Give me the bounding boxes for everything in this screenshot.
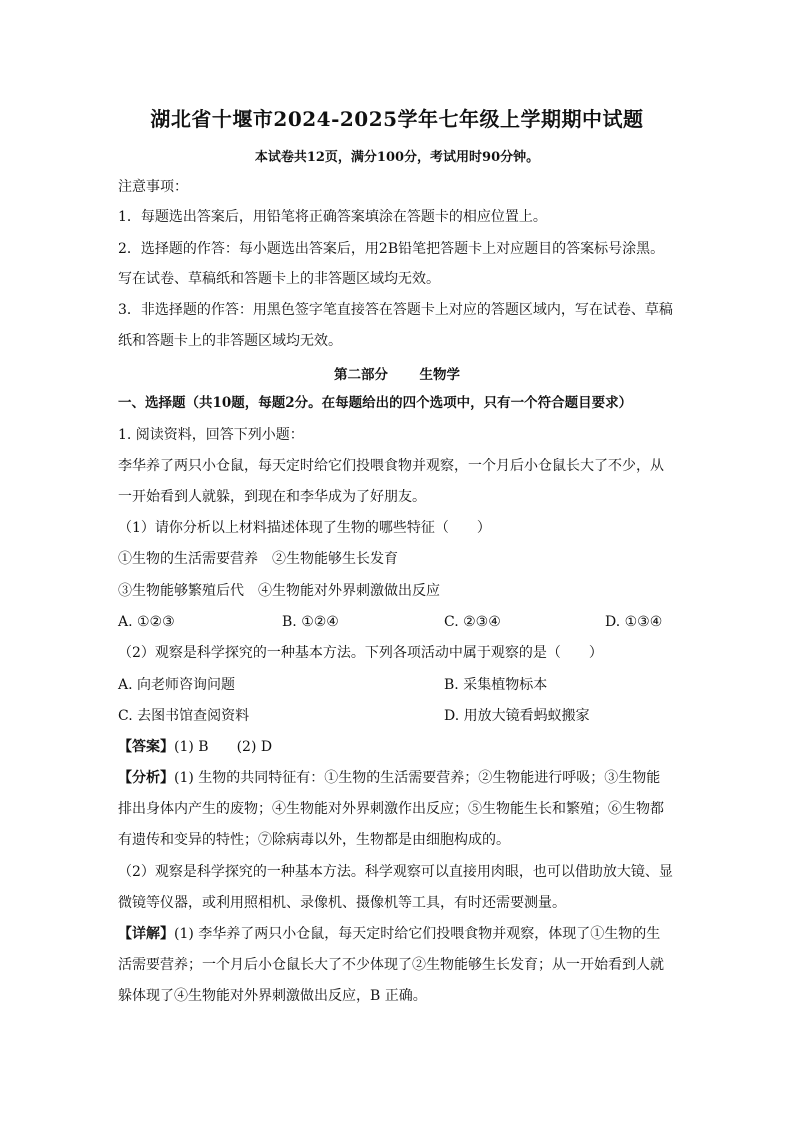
analysis2-line-2: 微镜等仪器，或利用照相机、录像机、摄像机等工具，有时还需要测量。 <box>118 895 566 911</box>
note-item-2: 2．选择题的作答：每小题选出答案后，用2B铅笔把答题卡上对应题目的答案标号涂黑。 <box>118 241 665 257</box>
note-item-2-cont: 写在试卷、草稿纸和答题卡上的非答题区域均无效。 <box>118 271 440 287</box>
analysis-line-3: 有遗传和变异的特性；⑦除病毒以外，生物都是由细胞构成的。 <box>118 832 510 848</box>
section-part: 第二部分 <box>334 367 389 383</box>
detail-tag: 【详解】 <box>118 926 174 942</box>
sub1-option-b: B. ①②④ <box>282 614 339 630</box>
sub2-option-a: A. 向老师咨询问题 <box>118 677 236 693</box>
note-item-3: 3．非选择题的作答：用黑色签字笔直接答在答题卡上对应的答题区域内，写在试卷、草稿 <box>118 302 673 318</box>
detail-text-1: (1) 李华养了两只小仓鼠，每天定时给它们投喂食物并观察，体现了①生物的生 <box>174 926 661 942</box>
analysis2-line-1: （2）观察是科学探究的一种基本方法。科学观察可以直接用肉眼，也可以借助放大镜、显 <box>118 864 673 880</box>
note-item-1: 1．每题选出答案后，用铅笔将正确答案填涂在答题卡的相应位置上。 <box>118 209 547 225</box>
detail-line-3: 躲体现了④生物能对外界刺激做出反应，B 正确。 <box>118 988 427 1004</box>
answer-tag: 【答案】 <box>118 739 174 755</box>
analysis-line-2: 排出身体内产生的废物；④生物能对外界刺激作出反应；⑤生物能生长和繁殖；⑥生物都 <box>118 801 664 817</box>
sub-question-1: （1）请你分析以上材料描述体现了生物的哪些特征（ ） <box>118 520 491 536</box>
detail-line-1 <box>118 925 660 943</box>
sub2-option-b: B. 采集植物标本 <box>444 677 548 693</box>
notes-heading: 注意事项： <box>118 179 188 195</box>
sub1-option-d: D. ①③④ <box>605 614 663 630</box>
exam-info: 本试卷共12页，满分100分，考试用时90分钟。 <box>254 150 540 165</box>
sub1-option-c: C. ②③④ <box>444 614 501 630</box>
section-subject: 生物学 <box>419 367 460 383</box>
section-heading <box>0 363 794 383</box>
sub1-items-line-1: ①生物的生活需要营养 ②生物能够生长发育 <box>118 551 398 567</box>
sub2-option-d: D. 用放大镜看蚂蚁搬家 <box>444 708 590 724</box>
page-title: 湖北省十堰市2024-2025学年七年级上学期期中试题 <box>150 107 644 131</box>
sub1-items-line-2: ③生物能够繁殖后代 ④生物能对外界刺激做出反应 <box>118 583 440 599</box>
sub-question-2: （2）观察是科学探究的一种基本方法。下列各项活动中属于观察的是（ ） <box>118 645 603 661</box>
sub2-option-c: C. 去图书馆查阅资料 <box>118 708 250 724</box>
answer-line <box>118 738 272 756</box>
analysis-tag: 【分析】 <box>118 770 174 786</box>
mc-heading: 一、选择题（共10题，每题2分。在每题给出的四个选项中，只有一个符合题目要求） <box>118 395 633 411</box>
analysis-text-1: (1) 生物的共同特征有：①生物的生活需要营养；②生物能进行呼吸；③生物能 <box>174 770 661 786</box>
question-1-stem: 1. 阅读资料，回答下列小题： <box>118 427 304 443</box>
note-item-3-cont: 纸和答题卡上的非答题区域均无效。 <box>118 333 342 349</box>
answer-text: (1) B (2) D <box>174 739 273 755</box>
material-line-1: 李华养了两只小仓鼠，每天定时给它们投喂食物并观察，一个月后小仓鼠长大了不少，从 <box>118 458 664 474</box>
material-line-2: 一开始看到人就躲，到现在和李华成为了好朋友。 <box>118 489 426 505</box>
detail-line-2: 活需要营养；一个月后小仓鼠长大了不少体现了②生物能够生长发育；从一开始看到人就 <box>118 957 664 973</box>
analysis-line-1 <box>118 769 660 787</box>
sub1-option-a: A. ①②③ <box>118 614 175 630</box>
